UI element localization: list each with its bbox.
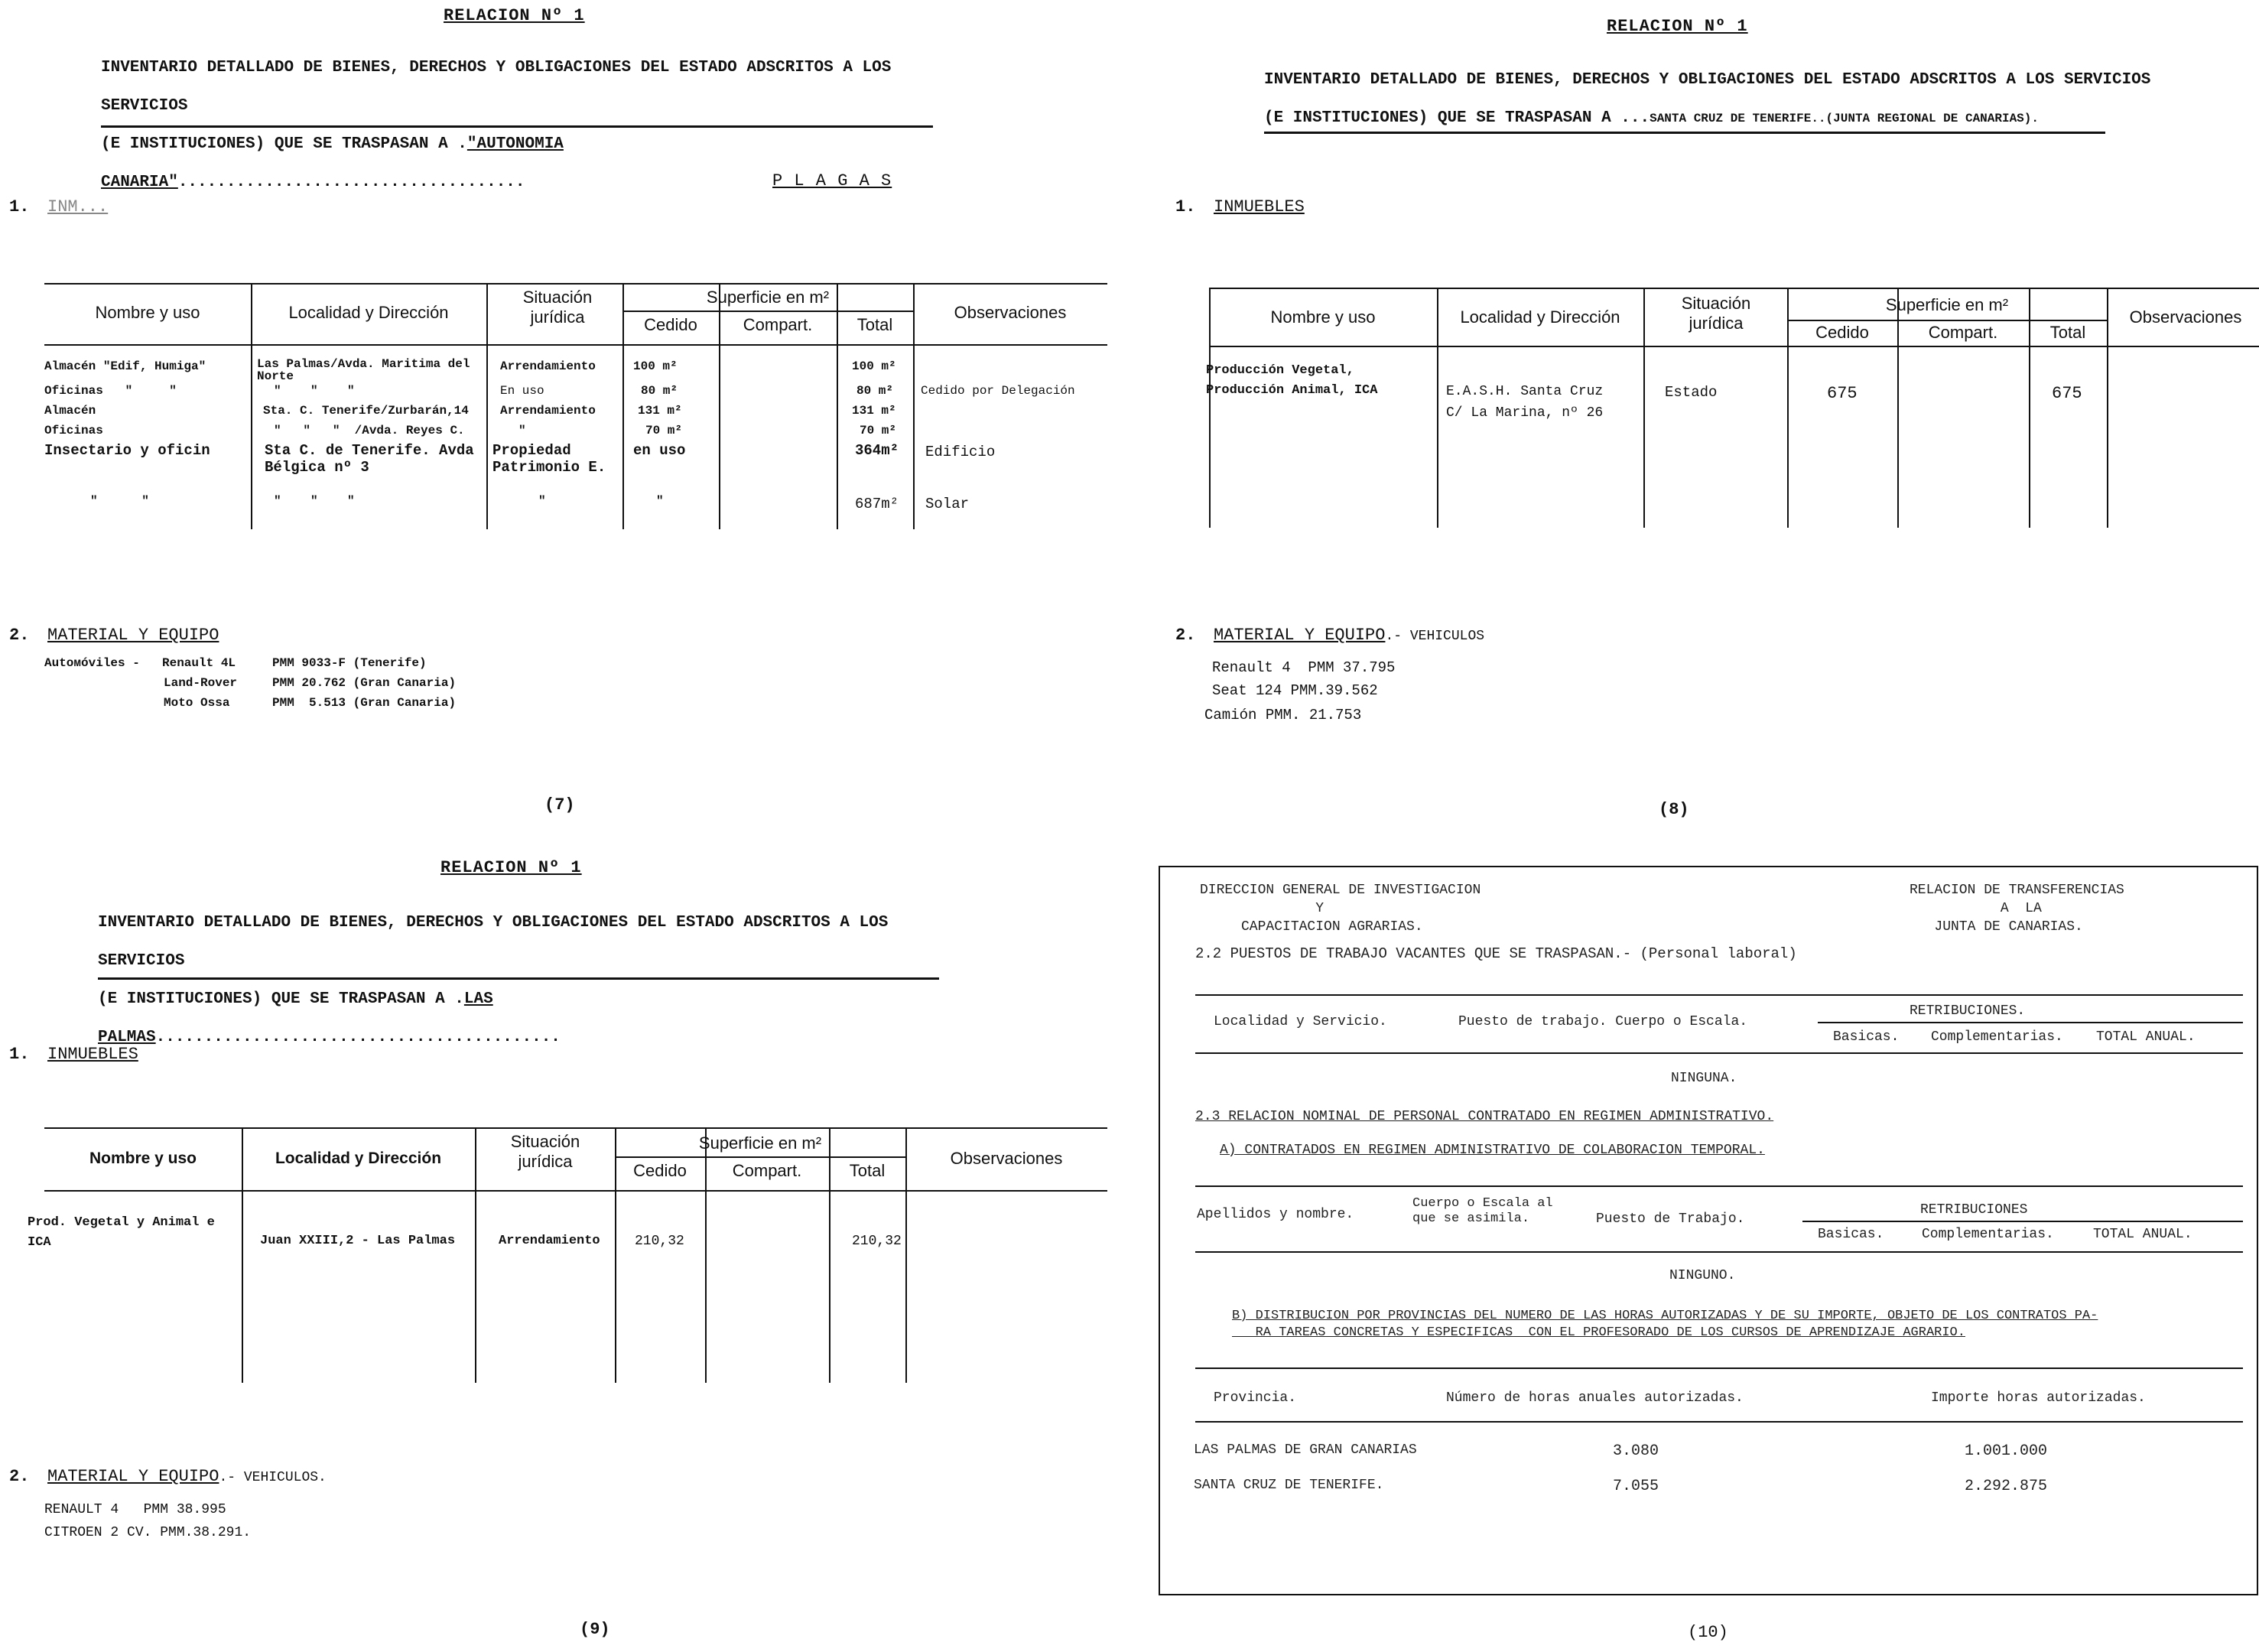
col-total: Total — [856, 315, 893, 334]
col-cedido: Cedido — [633, 1161, 687, 1180]
page-number: (7) — [544, 795, 575, 815]
col-observaciones: Observaciones — [2129, 307, 2242, 327]
col-situacion: Situación jurídica — [510, 1132, 580, 1171]
col-situacion: Situación jurídica — [1681, 294, 1751, 333]
col-nombre: Nombre y uso — [95, 303, 200, 322]
page-10: DIRECCION GENERAL DE INVESTIGACION Y CAPACITACION AGRARIAS. RELACION DE TRANSFERENCIAS A LA JUNTA DE CANARIAS. 2.2 PUESTOS DE TRABAJO VACANTES QUE SE TRASPASAN.- (Personal laboral) Localidad y Servicio. Puesto de trabajo. Cuerpo o Escala. RETRIBUCIONES. Basicas. Complementarias. TOTAL ANUAL. NINGUNA. 2.3 RELACION NOMINAL DE PERSONAL CONTRATADO EN REGIMEN ADMINISTRATIVO. A) CONTRATADOS EN REGIMEN ADMINISTRATIVO DE COLABORACION TEMPORAL. Apellidos y nombre. Cuerpo o Escala al que se asimila. Puesto de Trabajo. RETRIBUCIONES Basicas. Complementarias. TOTAL ANUAL. NINGUNO. B) DISTRIBUCION POR PROVINCIAS DEL NUMERO DE LAS HORAS AUTORIZADAS Y DE SU IMPORTE, OBJETO DE LOS CONTRATOS PA- RA TAREAS CONCRETAS Y ESPECIFICAS CON EL PROFESORADO DE LOS CURSOS DE APRENDIZAJE AGRARIO. Provincia. Número de horas anuales autorizadas. Importe horas autorizadas. LAS PALMAS DE GRAN CANARIAS 3.080 1.001.000 SANTA CRUZ DE TENERIFE. 7.055 2.292.875 (10) — [1130, 826, 2259, 1652]
section-2: 2. MATERIAL Y EQUIPO.- VEHICULOS. — [9, 1467, 327, 1486]
section-1: 1. INMUEBLES — [1175, 197, 1305, 216]
section-2: 2. MATERIAL Y EQUIPO — [9, 626, 219, 645]
page-8: RELACION Nº 1 INVENTARIO DETALLADO DE BIENES, DERECHOS Y OBLIGACIONES DEL ESTADO ADSCRITOS A LOS SERVICIOS (E INSTITUCIONES) QUE SE TRASPASAN A ...SANTA CRUZ DE TENERIFE..(JUNTA REGIONAL DE CANARIAS). 1. INMUEBLES Nombre y uso Localidad y Dirección Situación jurídica Superficie en m² Cedido Compart. Total Observaciones Producción Vegetal, Producción Animal, ICA E.A.S.H. Santa Cruz C/ La Marina, nº 26 Estado 675 675 2. MATERIAL Y EQUIPO.- VEHICULOS Renault 4 PMM 37.795 Seat 124 PMM.39.562 Camión PMM. 21.753 (8) — [1130, 0, 2259, 826]
heading-rule — [98, 977, 939, 980]
col-compart: Compart. — [743, 315, 813, 334]
page-7: RELACION Nº 1 INVENTARIO DETALLADO DE BIENES, DERECHOS Y OBLIGACIONES DEL ESTADO ADSCRITOS A LOS SERVICIOS (E INSTITUCIONES) QUE SE TRASPASAN A ."AUTONOMIA CANARIA".................................... P L A G A S 1. INM... Nombre y uso Localidad y Dirección Situación jurídica Superficie en m² Cedido Compart. Total Observaciones Almacén "Edif, Humiga" Las Palmas/Avda. Maritima del Norte Arrendamiento 100 m² 100 m² Oficinas " " " " " En uso 80 m² 80 m² Cedido por Delegación Almacén Sta. C. Tenerife/Zurbarán,14 Arrendamiento 131 m² 131 m² Oficinas " " " /Avda. Reyes C. " 70 m² 70 m² Insectario y oficin Sta C. de Tenerife. Avda Bélgica nº 3 Propiedad Patrimonio E. en uso 364m² Edificio " " " " " " " 687m² Solar 2. MATERIAL Y EQUIPO Autoмóviles - Renault 4L PMM 9033-F (Tenerife) Land-Rover PMM 20.762 (Gran Canaria) Moto Ossa PMM 5.513 (Gran Canaria) (7) — [0, 0, 1130, 826]
section-1: 1. INMUEBLES — [9, 1045, 138, 1064]
col-total: Total — [2049, 323, 2086, 342]
page-9: RELACION Nº 1 INVENTARIO DETALLADO DE BIENES, DERECHOS Y OBLIGACIONES DEL ESTADO ADSCRITOS A LOS SERVICIOS (E INSTITUCIONES) QUE SE TRASPASAN A .LAS PALMAS.......................................... 1. INMUEBLES Nombre y uso Localidad y Dirección Situación jurídica Superficie en m² Cedido Compart. Total Observaciones Prod. Vegetal y Animal e ICA Juan XXIII,2 - Las Palmas Arrendamiento 210,32 210,32 2. MATERIAL Y EQUIPO.- VEHICULOS. RENAULT 4 PMM 38.995 CITROEN 2 CV. PMM.38.291. (9) — [0, 826, 1130, 1652]
heading-rule — [101, 125, 933, 128]
ninguno-label: NINGUNO. — [1669, 1268, 1736, 1283]
ninguna-label: NINGUNA. — [1671, 1071, 1737, 1086]
section-2-3-a: A) CONTRATADOS EN REGIMEN ADMINISTRATIVO DE COLABORACION TEMPORAL. — [1220, 1143, 1765, 1158]
section-2-2: 2.2 PUESTOS DE TRABAJO VACANTES QUE SE TRASPASAN.- (Personal laboral) — [1195, 945, 1797, 962]
inventory-heading: INVENTARIO DETALLADO DE BIENES, DERECHOS Y OBLIGACIONES DEL ESTADO ADSCRITOS A LOS SERVICIOS (E INSTITUCIONES) QUE SE TRASPASAN A ."AUTONOMIA CANARIA".................................... — [101, 59, 892, 191]
section-2-3: 2.3 RELACION NOMINAL DE PERSONAL CONTRATADO EN REGIMEN ADMINISTRATIVO. — [1195, 1109, 1774, 1124]
col-localidad: Localidad y Dirección — [1460, 307, 1620, 327]
inventory-heading: INVENTARIO DETALLADO DE BIENES, DERECHOS Y OBLIGACIONES DEL ESTADO ADSCRITOS A LOS SERVICIOS (E INSTITUCIONES) QUE SE TRASPASAN A ...SANTA CRUZ DE TENERIFE..(JUNTA REGIONAL DE CANARIAS). — [1264, 71, 2151, 127]
inmuebles-table: Nombre y uso Localidad y Dirección Situación jurídica Superficie en m² Cedido Compart. Total Observaciones Producción Vegetal, Producción Animal, ICA E.A.S.H. Santa Cruz C/ La Marina, nº 26 Estado 675 675 — [1209, 288, 2259, 528]
inmuebles-table: Nombre y uso Localidad y Dirección Situación jurídica Superficie en m² Cedido Compart. Total Observaciones Almacén "Edif, Humiga" Las Palmas/Avda. Maritima del Norte Arrendamiento 100 m² 100 m² Oficinas " " " " " En uso 80 m² 80 m² Cedido por Delegación Almacén Sta. C. Tenerife/Zurbarán,14 Arrendamiento 131 m² 131 m² Oficinas " " " /Avda. Reyes C. " 70 m² 70 m² Insectario y oficin Sta C. de Tenerife. Avda Bélgica nº 3 Propiedad Patrimonio E. en uso 364m² Edificio " " " " " " " 687m² Solar — [44, 283, 1107, 529]
inmuebles-table: Nombre y uso Localidad y Dirección Situación jurídica Superficie en m² Cedido Compart. Total Observaciones Prod. Vegetal y Animal e ICA Juan XXIII,2 - Las Palmas Arrendamiento 210,32 210,32 — [44, 1127, 1107, 1383]
relacion-title: RELACION Nº 1 — [440, 858, 582, 877]
col-compart: Compart. — [732, 1161, 802, 1180]
col-localidad: Localidad y Dirección — [275, 1150, 442, 1167]
col-superficie: Superficie en m² — [706, 288, 830, 307]
col-total: Total — [849, 1161, 886, 1180]
section-1: 1. INM... — [9, 197, 109, 216]
col-observaciones: Observaciones — [954, 303, 1067, 322]
page-number: (8) — [1659, 800, 1689, 819]
inventory-heading: INVENTARIO DETALLADO DE BIENES, DERECHOS Y OBLIGACIONES DEL ESTADO ADSCRITOS A LOS SERVICIOS (E INSTITUCIONES) QUE SE TRASPASAN A .LAS PALMAS.......................................... — [98, 914, 889, 1046]
col-nombre: Nombre y uso — [1270, 307, 1376, 327]
heading-rule — [1264, 132, 2105, 134]
col-nombre: Nombre y uso — [89, 1150, 197, 1167]
col-compart: Compart. — [1928, 323, 1998, 342]
header-right: RELACION DE TRANSFERENCIAS A LA JUNTA DE CANARIAS. — [1910, 883, 2124, 935]
col-cedido: Cedido — [1815, 323, 1869, 342]
section-2: 2. MATERIAL Y EQUIPO.- VEHICULOS — [1175, 626, 1485, 645]
col-situacion: Situación jurídica — [522, 288, 593, 327]
header-left: DIRECCION GENERAL DE INVESTIGACION Y CAPACITACION AGRARIAS. — [1200, 883, 1481, 935]
plagas-label: P L A G A S — [772, 171, 892, 190]
page-number: (10) — [1688, 1623, 1728, 1642]
relacion-title: RELACION Nº 1 — [1607, 17, 1748, 36]
col-localidad: Localidad y Dirección — [288, 303, 449, 322]
col-observaciones: Observaciones — [950, 1149, 1063, 1168]
relacion-title: RELACION Nº 1 — [444, 6, 585, 25]
col-cedido: Cedido — [644, 315, 697, 334]
section-b: B) DISTRIBUCION POR PROVINCIAS DEL NUMERO DE LAS HORAS AUTORIZADAS Y DE SU IMPORTE, OBJETO DE LOS CONTRATOS PA- RA TAREAS CONCRETAS Y ESPECIFICAS CON EL PROFESORADO DE LOS CURSOS DE APRENDIZAJE AGRARIO. — [1232, 1309, 2098, 1340]
col-superficie: Superficie en m² — [1885, 295, 2009, 314]
col-superficie: Superficie en m² — [698, 1133, 822, 1153]
page-number: (9) — [580, 1620, 610, 1639]
